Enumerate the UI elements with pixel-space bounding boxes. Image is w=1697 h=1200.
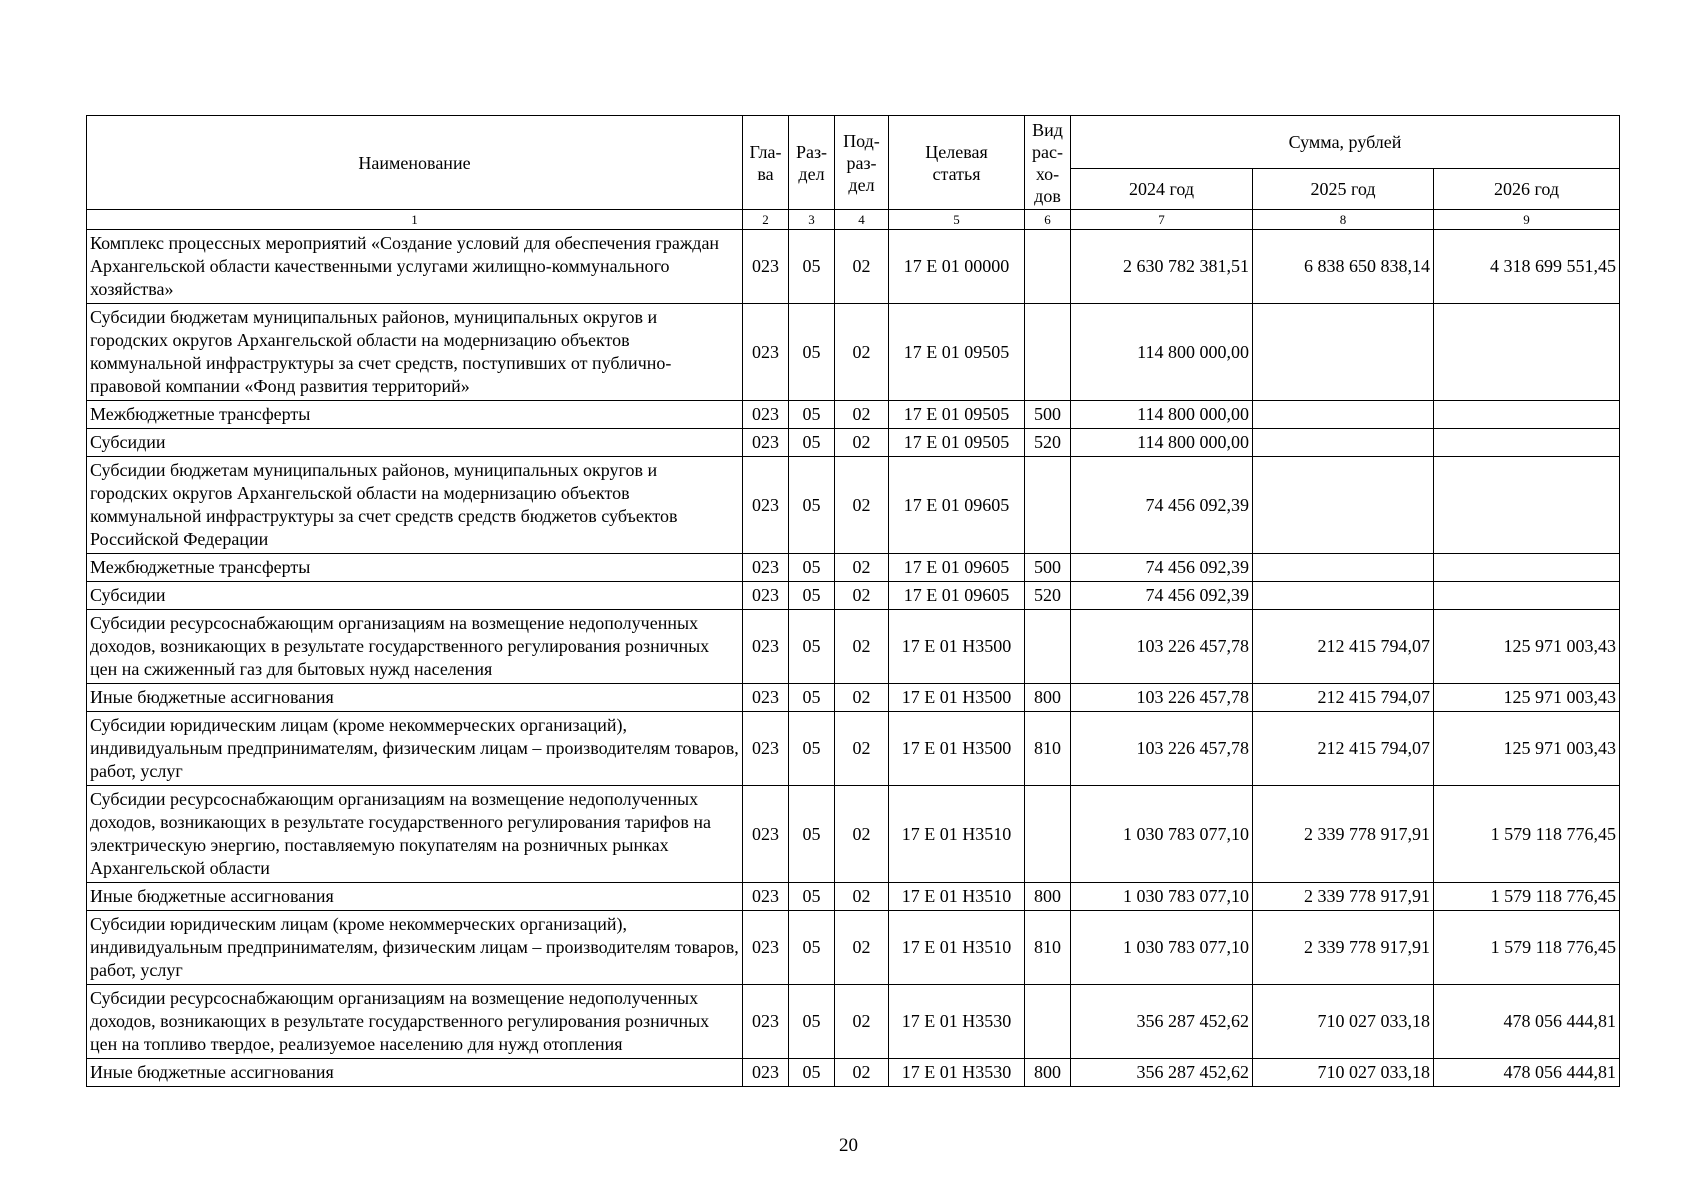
cell-amount-2025	[1253, 429, 1434, 457]
column-number: 4	[835, 210, 889, 230]
cell-name: Иные бюджетные ассигнования	[87, 684, 743, 712]
cell-name: Иные бюджетные ассигнования	[87, 1059, 743, 1087]
cell-podrazdel: 02	[835, 1059, 889, 1087]
cell-glava: 023	[743, 401, 789, 429]
cell-razdel: 05	[789, 230, 835, 304]
cell-razdel: 05	[789, 786, 835, 883]
cell-vid-raskhodov: 800	[1025, 1059, 1071, 1087]
cell-razdel: 05	[789, 401, 835, 429]
cell-tselevaya-statya: 17 Е 01 09505	[889, 304, 1025, 401]
cell-name: Субсидии юридическим лицам (кроме некоммерческих организаций), индивидуальным предпринимателям, физическим лицам – производителям товаров, работ, услуг	[87, 712, 743, 786]
cell-amount-2025: 2 339 778 917,91	[1253, 786, 1434, 883]
cell-amount-2025: 710 027 033,18	[1253, 1059, 1434, 1087]
cell-razdel: 05	[789, 1059, 835, 1087]
page-number: 20	[839, 1135, 858, 1156]
cell-glava: 023	[743, 610, 789, 684]
cell-amount-2024: 103 226 457,78	[1071, 712, 1253, 786]
header-tselevaya-statya: Целевая статья	[889, 116, 1025, 210]
cell-name: Комплекс процессных мероприятий «Создание условий для обеспечения граждан Архангельской области качественными услугами жилищно-коммунального хозяйства»	[87, 230, 743, 304]
cell-tselevaya-statya: 17 Е 01 Н3500	[889, 610, 1025, 684]
cell-amount-2026	[1434, 429, 1620, 457]
cell-amount-2025	[1253, 554, 1434, 582]
cell-amount-2024: 1 030 783 077,10	[1071, 786, 1253, 883]
cell-glava: 023	[743, 1059, 789, 1087]
header-razdel: Раз- дел	[789, 116, 835, 210]
cell-amount-2026: 125 971 003,43	[1434, 610, 1620, 684]
column-number: 5	[889, 210, 1025, 230]
table-row	[87, 304, 1620, 401]
cell-amount-2025: 6 838 650 838,14	[1253, 230, 1434, 304]
cell-amount-2024: 114 800 000,00	[1071, 429, 1253, 457]
table-row	[87, 230, 1620, 304]
cell-vid-raskhodov	[1025, 457, 1071, 554]
cell-podrazdel: 02	[835, 610, 889, 684]
cell-amount-2025	[1253, 457, 1434, 554]
column-number: 6	[1025, 210, 1071, 230]
cell-amount-2024: 114 800 000,00	[1071, 401, 1253, 429]
cell-vid-raskhodov: 810	[1025, 911, 1071, 985]
column-number: 3	[789, 210, 835, 230]
cell-razdel: 05	[789, 911, 835, 985]
cell-tselevaya-statya: 17 Е 01 Н3530	[889, 1059, 1025, 1087]
table-row	[87, 911, 1620, 985]
table-row	[87, 429, 1620, 457]
table-body	[87, 230, 1620, 1087]
cell-amount-2026	[1434, 304, 1620, 401]
cell-glava: 023	[743, 883, 789, 911]
cell-amount-2024: 114 800 000,00	[1071, 304, 1253, 401]
cell-podrazdel: 02	[835, 582, 889, 610]
cell-tselevaya-statya: 17 Е 01 Н3510	[889, 786, 1025, 883]
header-summa: Сумма, рублей	[1071, 116, 1620, 169]
cell-vid-raskhodov: 810	[1025, 712, 1071, 786]
cell-amount-2026: 4 318 699 551,45	[1434, 230, 1620, 304]
cell-podrazdel: 02	[835, 911, 889, 985]
table-row	[87, 985, 1620, 1059]
cell-razdel: 05	[789, 985, 835, 1059]
cell-podrazdel: 02	[835, 712, 889, 786]
column-numbers-row	[87, 210, 1620, 230]
budget-table	[86, 115, 1620, 1087]
cell-razdel: 05	[789, 610, 835, 684]
table-row	[87, 610, 1620, 684]
cell-razdel: 05	[789, 457, 835, 554]
cell-tselevaya-statya: 17 Е 01 Н3510	[889, 911, 1025, 985]
cell-tselevaya-statya: 17 Е 01 00000	[889, 230, 1025, 304]
cell-amount-2024: 356 287 452,62	[1071, 1059, 1253, 1087]
cell-name: Межбюджетные трансферты	[87, 554, 743, 582]
cell-podrazdel: 02	[835, 230, 889, 304]
cell-amount-2024: 103 226 457,78	[1071, 684, 1253, 712]
cell-glava: 023	[743, 429, 789, 457]
header-name: Наименование	[87, 116, 743, 210]
cell-vid-raskhodov: 800	[1025, 883, 1071, 911]
cell-razdel: 05	[789, 712, 835, 786]
cell-amount-2024: 74 456 092,39	[1071, 457, 1253, 554]
cell-razdel: 05	[789, 684, 835, 712]
cell-podrazdel: 02	[835, 429, 889, 457]
header-vid-raskhodov: Вид рас- хо- дов	[1025, 116, 1071, 210]
cell-name: Субсидии	[87, 582, 743, 610]
table-row	[87, 582, 1620, 610]
cell-glava: 023	[743, 457, 789, 554]
table-row	[87, 554, 1620, 582]
cell-podrazdel: 02	[835, 786, 889, 883]
cell-amount-2025	[1253, 304, 1434, 401]
cell-amount-2026: 125 971 003,43	[1434, 684, 1620, 712]
header-year-2025: 2025 год	[1253, 169, 1434, 210]
cell-name: Субсидии бюджетам муниципальных районов, муниципальных округов и городских округов Архангельской области на модернизацию объектов коммунальной инфраструктуры за счет средств, поступивших от публично-правовой компании «Фонд развития территорий»	[87, 304, 743, 401]
cell-amount-2024: 1 030 783 077,10	[1071, 911, 1253, 985]
cell-amount-2026	[1434, 401, 1620, 429]
cell-name: Межбюджетные трансферты	[87, 401, 743, 429]
cell-glava: 023	[743, 712, 789, 786]
cell-tselevaya-statya: 17 Е 01 09505	[889, 401, 1025, 429]
cell-vid-raskhodov	[1025, 304, 1071, 401]
cell-name: Субсидии юридическим лицам (кроме некоммерческих организаций), индивидуальным предпринимателям, физическим лицам – производителям товаров, работ, услуг	[87, 911, 743, 985]
header-glava: Гла- ва	[743, 116, 789, 210]
cell-razdel: 05	[789, 554, 835, 582]
cell-podrazdel: 02	[835, 457, 889, 554]
cell-amount-2026: 125 971 003,43	[1434, 712, 1620, 786]
cell-podrazdel: 02	[835, 985, 889, 1059]
cell-amount-2026	[1434, 582, 1620, 610]
cell-podrazdel: 02	[835, 401, 889, 429]
cell-vid-raskhodov: 520	[1025, 429, 1071, 457]
cell-vid-raskhodov	[1025, 610, 1071, 684]
cell-amount-2024: 2 630 782 381,51	[1071, 230, 1253, 304]
cell-glava: 023	[743, 554, 789, 582]
cell-glava: 023	[743, 911, 789, 985]
header-podrazdel: Под- раз- дел	[835, 116, 889, 210]
table-row	[87, 1059, 1620, 1087]
cell-amount-2025: 212 415 794,07	[1253, 610, 1434, 684]
cell-glava: 023	[743, 230, 789, 304]
cell-glava: 023	[743, 582, 789, 610]
cell-vid-raskhodov: 520	[1025, 582, 1071, 610]
cell-vid-raskhodov: 500	[1025, 401, 1071, 429]
table-row	[87, 401, 1620, 429]
cell-tselevaya-statya: 17 Е 01 Н3500	[889, 712, 1025, 786]
cell-podrazdel: 02	[835, 554, 889, 582]
header-row	[87, 116, 1620, 169]
cell-amount-2025: 2 339 778 917,91	[1253, 911, 1434, 985]
cell-tselevaya-statya: 17 Е 01 09605	[889, 582, 1025, 610]
column-number: 2	[743, 210, 789, 230]
cell-vid-raskhodov	[1025, 230, 1071, 304]
cell-podrazdel: 02	[835, 684, 889, 712]
cell-vid-raskhodov	[1025, 985, 1071, 1059]
cell-amount-2024: 74 456 092,39	[1071, 582, 1253, 610]
cell-tselevaya-statya: 17 Е 01 09605	[889, 554, 1025, 582]
cell-name: Субсидии	[87, 429, 743, 457]
cell-amount-2024: 1 030 783 077,10	[1071, 883, 1253, 911]
cell-amount-2025: 710 027 033,18	[1253, 985, 1434, 1059]
cell-razdel: 05	[789, 304, 835, 401]
column-number: 8	[1253, 210, 1434, 230]
cell-glava: 023	[743, 786, 789, 883]
cell-razdel: 05	[789, 429, 835, 457]
cell-tselevaya-statya: 17 Е 01 09505	[889, 429, 1025, 457]
cell-name: Субсидии бюджетам муниципальных районов, муниципальных округов и городских округов Архангельской области на модернизацию объектов коммунальной инфраструктуры за счет средств средств бюджетов субъектов Российской Федерации	[87, 457, 743, 554]
cell-amount-2025: 212 415 794,07	[1253, 684, 1434, 712]
cell-podrazdel: 02	[835, 883, 889, 911]
table-row	[87, 786, 1620, 883]
table-row	[87, 457, 1620, 554]
cell-amount-2026: 1 579 118 776,45	[1434, 786, 1620, 883]
cell-razdel: 05	[789, 582, 835, 610]
cell-vid-raskhodov: 500	[1025, 554, 1071, 582]
cell-vid-raskhodov	[1025, 786, 1071, 883]
cell-amount-2026: 1 579 118 776,45	[1434, 911, 1620, 985]
cell-glava: 023	[743, 985, 789, 1059]
cell-razdel: 05	[789, 883, 835, 911]
cell-name: Иные бюджетные ассигнования	[87, 883, 743, 911]
column-number: 1	[87, 210, 743, 230]
cell-amount-2025	[1253, 582, 1434, 610]
column-number: 9	[1434, 210, 1620, 230]
cell-name: Субсидии ресурсоснабжающим организациям на возмещение недополученных доходов, возникающих в результате государственного регулирования розничных цен на топливо твердое, реализуемое населению для нужд отопления	[87, 985, 743, 1059]
cell-amount-2025: 212 415 794,07	[1253, 712, 1434, 786]
cell-amount-2026: 478 056 444,81	[1434, 1059, 1620, 1087]
cell-tselevaya-statya: 17 Е 01 09605	[889, 457, 1025, 554]
cell-amount-2024: 103 226 457,78	[1071, 610, 1253, 684]
cell-name: Субсидии ресурсоснабжающим организациям на возмещение недополученных доходов, возникающих в результате государственного регулирования розничных цен на сжиженный газ для бытовых нужд населения	[87, 610, 743, 684]
cell-glava: 023	[743, 684, 789, 712]
table-row	[87, 883, 1620, 911]
header-year-2026: 2026 год	[1434, 169, 1620, 210]
cell-amount-2026	[1434, 457, 1620, 554]
table-row	[87, 684, 1620, 712]
cell-tselevaya-statya: 17 Е 01 Н3510	[889, 883, 1025, 911]
cell-amount-2026: 478 056 444,81	[1434, 985, 1620, 1059]
column-number: 7	[1071, 210, 1253, 230]
cell-tselevaya-statya: 17 Е 01 Н3500	[889, 684, 1025, 712]
cell-amount-2026: 1 579 118 776,45	[1434, 883, 1620, 911]
cell-podrazdel: 02	[835, 304, 889, 401]
cell-glava: 023	[743, 304, 789, 401]
cell-amount-2025	[1253, 401, 1434, 429]
cell-name: Субсидии ресурсоснабжающим организациям на возмещение недополученных доходов, возникающих в результате государственного регулирования тарифов на электрическую энергию, поставляемую покупателям на розничных рынках Архангельской области	[87, 786, 743, 883]
header-year-2024: 2024 год	[1071, 169, 1253, 210]
cell-amount-2024: 356 287 452,62	[1071, 985, 1253, 1059]
cell-vid-raskhodov: 800	[1025, 684, 1071, 712]
cell-tselevaya-statya: 17 Е 01 Н3530	[889, 985, 1025, 1059]
cell-amount-2024: 74 456 092,39	[1071, 554, 1253, 582]
cell-amount-2026	[1434, 554, 1620, 582]
cell-amount-2025: 2 339 778 917,91	[1253, 883, 1434, 911]
table-row	[87, 712, 1620, 786]
